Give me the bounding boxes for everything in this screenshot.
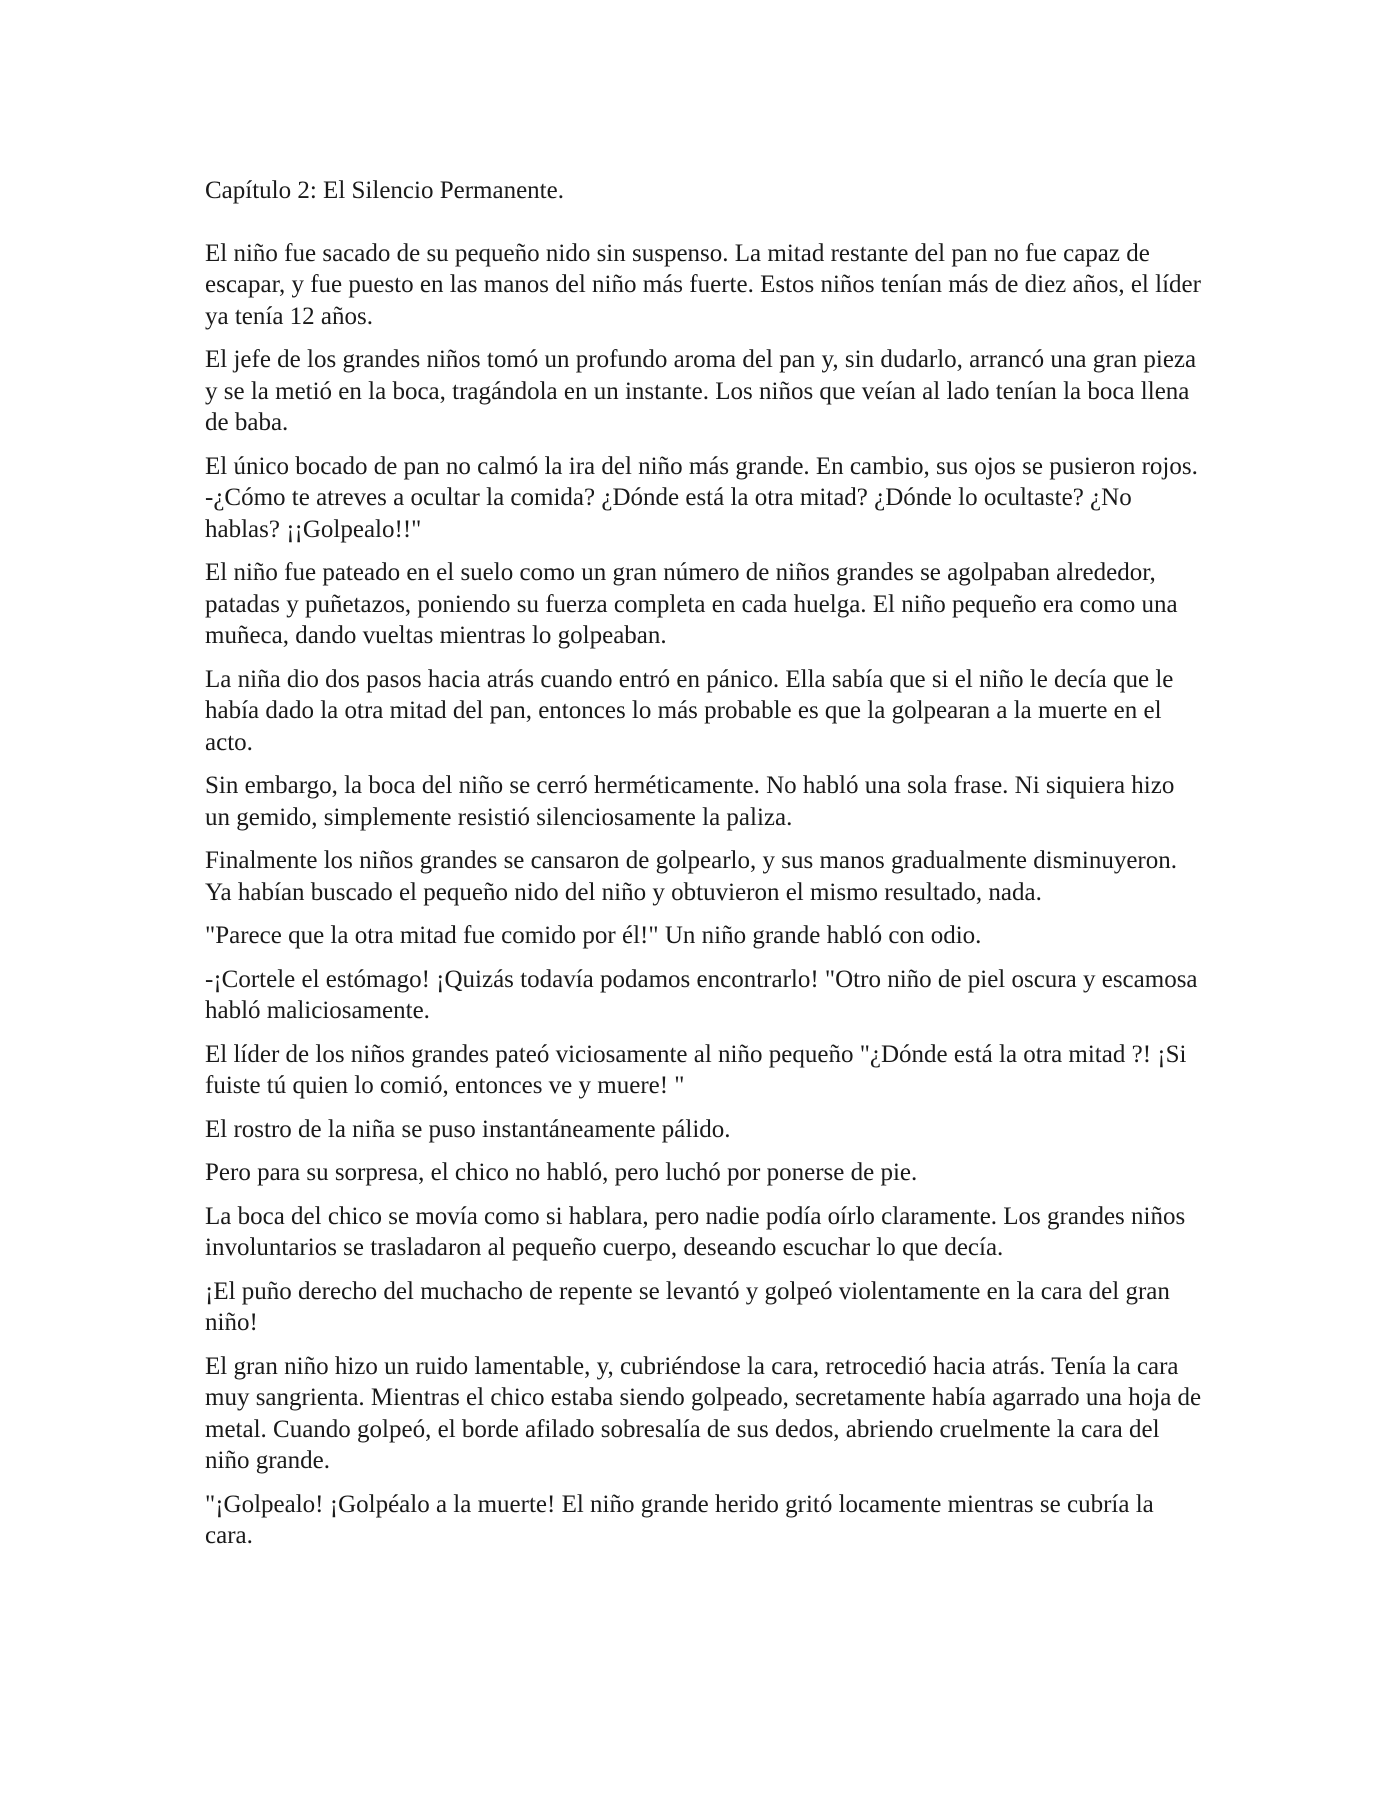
paragraph: El niño fue sacado de su pequeño nido sin suspenso. La mitad restante del pan no fue capaz de escapar, y fue puesto en las manos del niño más fuerte. Estos niños tenían más de diez años, el líder ya tenía 12 años. xyxy=(205,239,1201,330)
document-body xyxy=(205,175,1205,1564)
paragraph: "¡Golpealo! ¡Golpéalo a la muerte! El niño grande herido gritó locamente mientras se cubría la cara. xyxy=(205,1490,1154,1549)
paragraph: El niño fue pateado en el suelo como un gran número de niños grandes se agolpaban alrededor, patadas y puñetazos, poniendo su fuerza completa en cada huelga. El niño pequeño era como una muñeca, dando vueltas mientras lo golpeaban. xyxy=(205,559,1178,649)
chapter-title: Capítulo 2: El Silencio Permanente. xyxy=(205,177,564,204)
paragraph: Pero para su sorpresa, el chico no habló, pero luchó por ponerse de pie. xyxy=(205,1159,918,1186)
paragraph: ¡El puño derecho del muchacho de repente se levantó y golpeó violentamente en la cara del gran niño! xyxy=(205,1277,1170,1336)
paragraph: -¡Cortele el estómago! ¡Quizás todavía podamos encontrarlo! "Otro niño de piel oscura y escamosa habló maliciosamente. xyxy=(205,965,1198,1024)
paragraph: El rostro de la niña se puso instantáneamente pálido. xyxy=(205,1115,731,1143)
paragraph: El líder de los niños grandes pateó viciosamente al niño pequeño "¿Dónde está la otra mitad ?! ¡Si fuiste tú quien lo comió, entonces ve y muere! " xyxy=(205,1040,1187,1099)
paragraph: Finalmente los niños grandes se cansaron de golpearlo, y sus manos gradualmente disminuyeron. Ya habían buscado el pequeño nido del niño y obtuvieron el mismo resultado, nada. xyxy=(205,847,1178,906)
paragraph: Sin embargo, la boca del niño se cerró herméticamente. No habló una sola frase. Ni siquiera hizo un gemido, simplemente resistió silenciosamente la paliza. xyxy=(205,772,1175,831)
paragraph: El único bocado de pan no calmó la ira del niño más grande. En cambio, sus ojos se pusieron rojos. -¿Cómo te atreves a ocultar la comida? ¿Dónde está la otra mitad? ¿Dónde lo ocultaste? ¿No hablas? ¡¡Golpealo!!" xyxy=(205,452,1198,543)
paragraph: "Parece que la otra mitad fue comido por él!" Un niño grande habló con odio. xyxy=(205,922,982,949)
paragraph: El jefe de los grandes niños tomó un profundo aroma del pan y, sin dudarlo, arrancó una gran pieza y se la metió en la boca, tragándola en un instante. Los niños que veían al lado tenían la boca llena de baba. xyxy=(205,346,1197,436)
paragraph: El gran niño hizo un ruido lamentable, y, cubriéndose la cara, retrocedió hacia atrás. Tenía la cara muy sangrienta. Mientras el chico estaba siendo golpeado, secretamente había agarrado una hoja de metal. Cuando golpeó, el borde afilado sobresalía de sus dedos, abriendo cruelmente la cara del niño grande. xyxy=(205,1352,1202,1474)
paragraph: La boca del chico se movía como si hablara, pero nadie podía oírlo claramente. Los grandes niños involuntarios se trasladaron al pequeño cuerpo, deseando escuchar lo que decía. xyxy=(205,1202,1186,1261)
paragraph: La niña dio dos pasos hacia atrás cuando entró en pánico. Ella sabía que si el niño le decía que le había dado la otra mitad del pan, entonces lo más probable es que la golpearan a la muerte en el acto. xyxy=(205,665,1174,756)
